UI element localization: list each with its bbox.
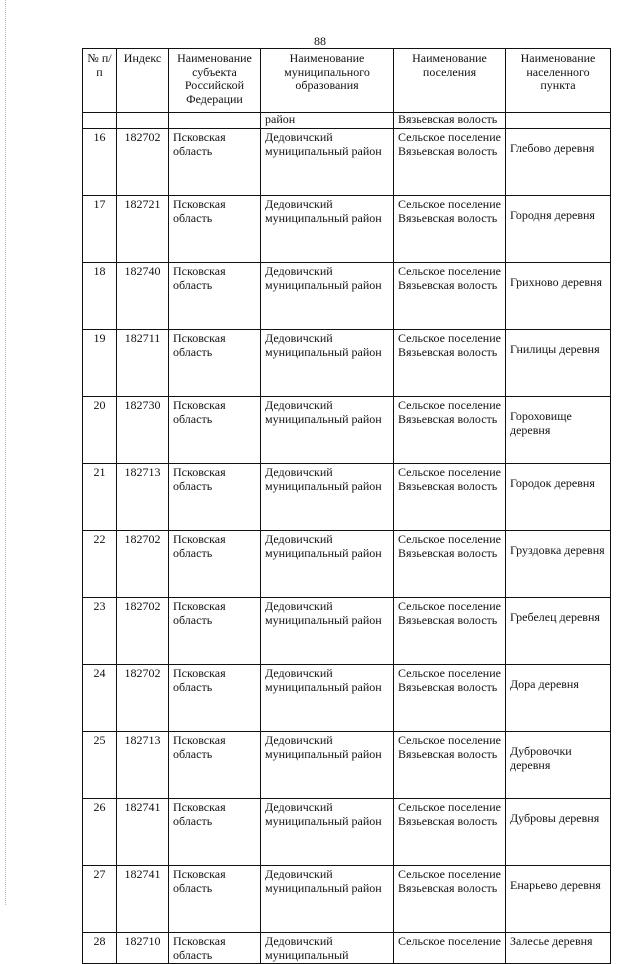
cont-subject xyxy=(169,113,261,129)
row-place: Груздовка деревня xyxy=(506,531,611,598)
row-settlement: Сельское поселение Вязьевская волость xyxy=(394,799,506,866)
row-index: 182702 xyxy=(117,129,169,196)
row-settlement: Сельское поселение Вязьевская волость xyxy=(394,330,506,397)
row-index: 182713 xyxy=(117,732,169,799)
table-row xyxy=(83,129,611,196)
row-subject: Псковская область xyxy=(169,263,261,330)
row-settlement: Сельское поселение Вязьевская волость xyxy=(394,732,506,799)
row-settlement: Сельское поселение Вязьевская волость xyxy=(394,598,506,665)
header-index: Индекс xyxy=(117,49,169,113)
row-settlement: Сельское поселение Вязьевская волость xyxy=(394,129,506,196)
settlements-table xyxy=(82,48,611,964)
row-subject: Псковская область xyxy=(169,196,261,263)
row-index: 182702 xyxy=(117,598,169,665)
row-index: 182741 xyxy=(117,799,169,866)
row-num: 23 xyxy=(83,598,117,665)
row-place: Дора деревня xyxy=(506,665,611,732)
row-settlement: Сельское поселение Вязьевская волость xyxy=(394,665,506,732)
row-subject: Псковская область xyxy=(169,397,261,464)
row-municipal: Дедовичский муниципальный район xyxy=(261,531,394,598)
row-num: 19 xyxy=(83,330,117,397)
row-place: Городня деревня xyxy=(506,196,611,263)
header-subject: Наименование субъекта Российской Федерации xyxy=(169,49,261,113)
row-subject: Псковская область xyxy=(169,665,261,732)
row-num: 27 xyxy=(83,866,117,933)
row-municipal: Дедовичский муниципальный район xyxy=(261,129,394,196)
row-index: 182740 xyxy=(117,263,169,330)
row-settlement: Сельское поселение Вязьевская волость xyxy=(394,263,506,330)
cont-settlement: Вязьевская волость xyxy=(394,113,506,129)
row-settlement: Сельское поселение xyxy=(394,933,506,964)
row-subject: Псковская область xyxy=(169,464,261,531)
table-row xyxy=(83,397,611,464)
row-municipal: Дедовичский муниципальный район xyxy=(261,263,394,330)
row-subject: Псковская область xyxy=(169,330,261,397)
cont-place xyxy=(506,113,611,129)
row-settlement: Сельское поселение Вязьевская волость xyxy=(394,464,506,531)
row-place: Енарьево деревня xyxy=(506,866,611,933)
row-num: 22 xyxy=(83,531,117,598)
row-num: 28 xyxy=(83,933,117,964)
row-index: 182710 xyxy=(117,933,169,964)
table-row xyxy=(83,598,611,665)
row-place: Залесье деревня xyxy=(506,933,611,964)
row-subject: Псковская область xyxy=(169,799,261,866)
row-municipal: Дедовичский муниципальный район xyxy=(261,196,394,263)
row-index: 182741 xyxy=(117,866,169,933)
row-place: Глебово деревня xyxy=(506,129,611,196)
row-settlement: Сельское поселение Вязьевская волость xyxy=(394,397,506,464)
continuation-row xyxy=(83,113,611,129)
page-number: 88 xyxy=(314,34,326,48)
row-municipal: Дедовичский муниципальный район xyxy=(261,665,394,732)
table-row xyxy=(83,866,611,933)
row-place: Дубровочки деревня xyxy=(506,732,611,799)
row-num: 18 xyxy=(83,263,117,330)
row-municipal: Дедовичский муниципальный район xyxy=(261,598,394,665)
table-row xyxy=(83,263,611,330)
cont-num xyxy=(83,113,117,129)
row-subject: Псковская область xyxy=(169,129,261,196)
row-num: 17 xyxy=(83,196,117,263)
row-subject: Псковская область xyxy=(169,933,261,964)
row-place: Грихново деревня xyxy=(506,263,611,330)
cont-municipal: район xyxy=(261,113,394,129)
table-row xyxy=(83,464,611,531)
row-subject: Псковская область xyxy=(169,732,261,799)
row-index: 182721 xyxy=(117,196,169,263)
row-settlement: Сельское поселение Вязьевская волость xyxy=(394,531,506,598)
row-municipal: Дедовичский муниципальный район xyxy=(261,732,394,799)
cont-index xyxy=(117,113,169,129)
row-municipal: Дедовичский муниципальный район xyxy=(261,799,394,866)
row-subject: Псковская область xyxy=(169,866,261,933)
table-row-partial xyxy=(83,933,611,964)
table-row xyxy=(83,196,611,263)
row-index: 182730 xyxy=(117,397,169,464)
row-place: Гнилицы деревня xyxy=(506,330,611,397)
row-municipal: Дедовичский муниципальный район xyxy=(261,397,394,464)
row-num: 24 xyxy=(83,665,117,732)
header-municipal: Наименование муниципального образования xyxy=(261,49,394,113)
row-subject: Псковская область xyxy=(169,598,261,665)
row-num: 20 xyxy=(83,397,117,464)
header-place: Наименование населенного пункта xyxy=(506,49,611,113)
scan-margin-line xyxy=(5,0,7,905)
row-num: 25 xyxy=(83,732,117,799)
row-place: Гребелец деревня xyxy=(506,598,611,665)
row-place: Гороховище деревня xyxy=(506,397,611,464)
row-settlement: Сельское поселение Вязьевская волость xyxy=(394,196,506,263)
row-num: 21 xyxy=(83,464,117,531)
row-settlement: Сельское поселение Вязьевская волость xyxy=(394,866,506,933)
row-subject: Псковская область xyxy=(169,531,261,598)
table-row xyxy=(83,531,611,598)
row-index: 182711 xyxy=(117,330,169,397)
row-num: 26 xyxy=(83,799,117,866)
row-municipal: Дедовичский муниципальный район xyxy=(261,866,394,933)
header-num: № п/п xyxy=(83,49,117,113)
row-place: Дубровы деревня xyxy=(506,799,611,866)
row-index: 182713 xyxy=(117,464,169,531)
row-municipal: Дедовичский муниципальный район xyxy=(261,330,394,397)
row-place: Городок деревня xyxy=(506,464,611,531)
row-municipal: Дедовичский муниципальный район xyxy=(261,464,394,531)
row-index: 182702 xyxy=(117,665,169,732)
row-municipal: Дедовичский муниципальный xyxy=(261,933,394,964)
row-index: 182702 xyxy=(117,531,169,598)
table-row xyxy=(83,665,611,732)
row-num: 16 xyxy=(83,129,117,196)
header-row xyxy=(83,49,611,113)
table-row xyxy=(83,799,611,866)
table-row xyxy=(83,330,611,397)
header-settlement: Наименование поселения xyxy=(394,49,506,113)
table-row xyxy=(83,732,611,799)
